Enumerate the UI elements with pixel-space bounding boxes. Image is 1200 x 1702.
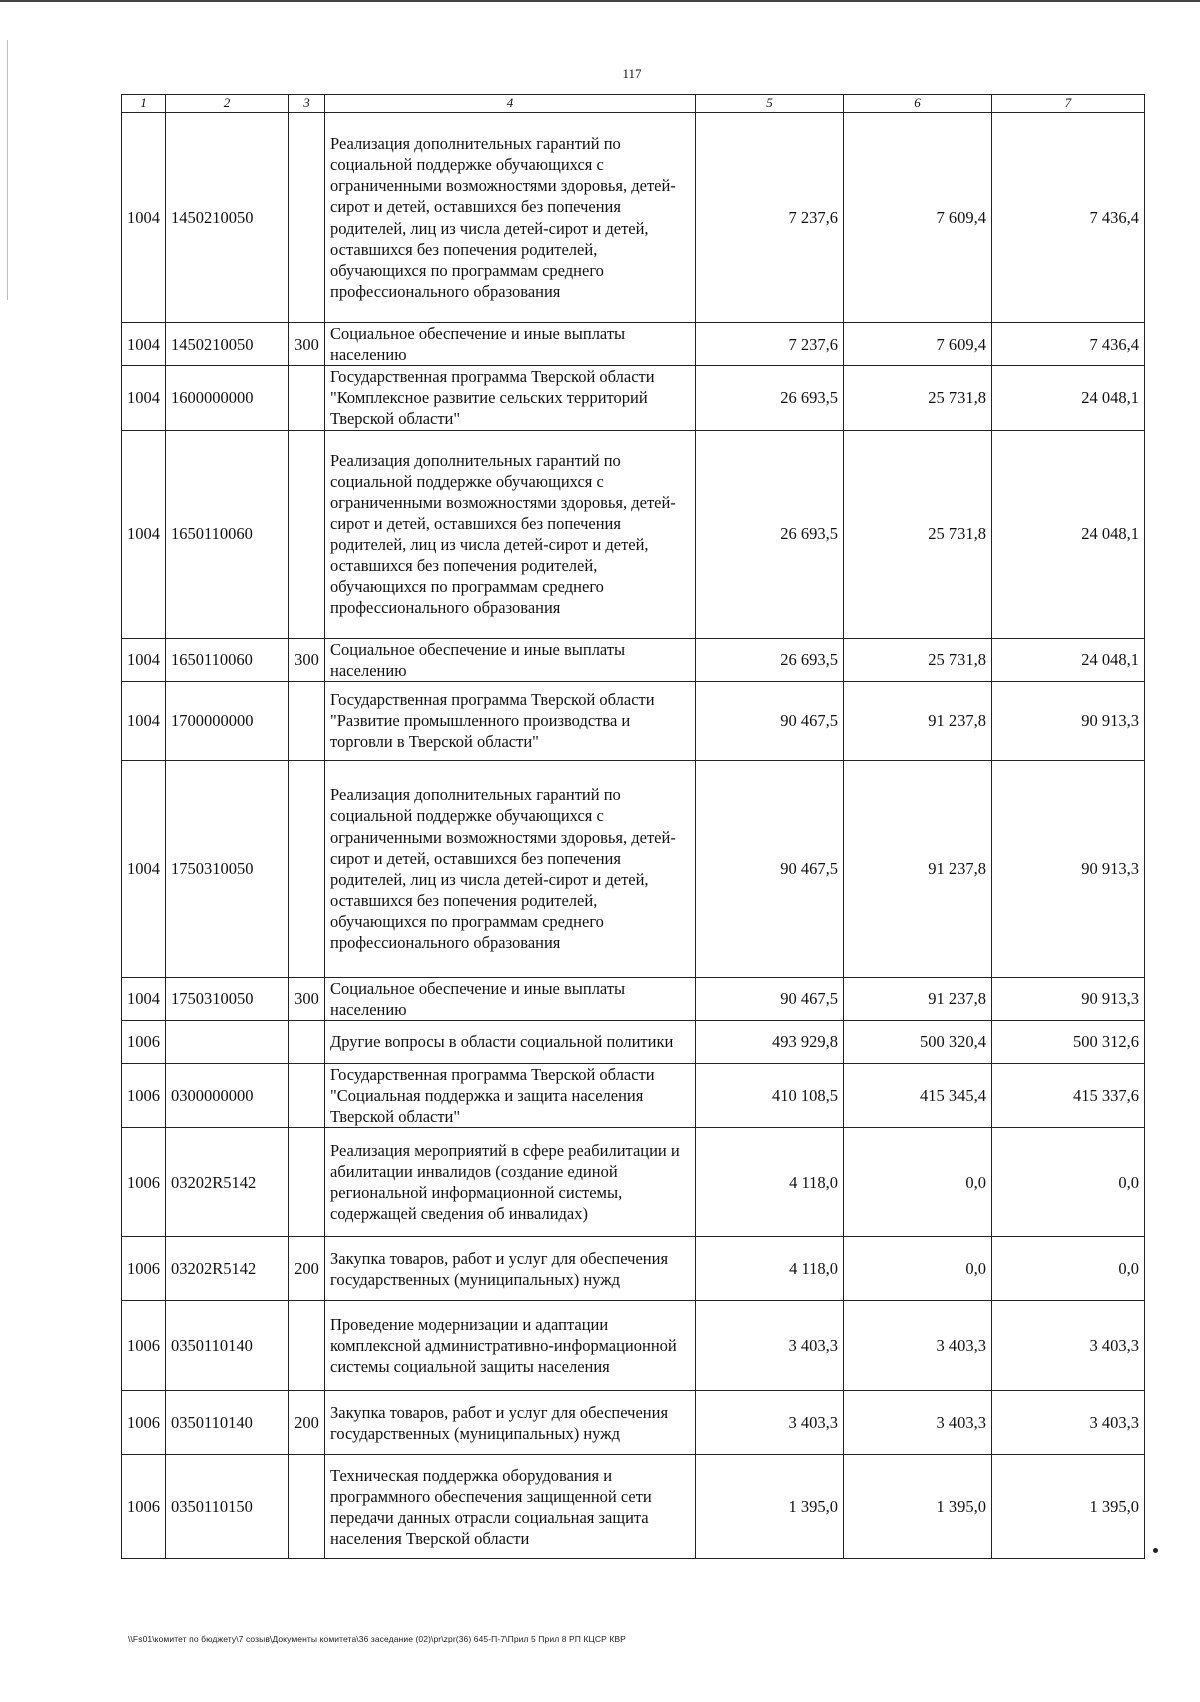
budget-table [121,94,1145,1559]
amount-col-6-cell: 0,0 [844,1128,992,1237]
target-article-cell: 0350110140 [166,1391,289,1455]
description-cell: Государственная программа Тверской области "Социальная поддержка и защита населения Тверской области" [325,1063,696,1127]
scan-top-edge [0,0,1200,2]
section-code-cell: 1004 [122,323,166,366]
target-article-cell: 1700000000 [166,681,289,760]
header-row [122,95,1145,113]
target-article-cell: 1450210050 [166,113,289,323]
amount-col-5-cell: 90 467,5 [696,681,844,760]
target-article-cell: 03202R5142 [166,1237,289,1301]
section-code-cell: 1004 [122,366,166,430]
section-code-cell: 1006 [122,1237,166,1301]
expense-type-cell [289,113,325,323]
section-code-cell: 1006 [122,1455,166,1559]
section-code-cell: 1006 [122,1391,166,1455]
amount-col-5-cell: 26 693,5 [696,430,844,638]
section-code-cell: 1006 [122,1020,166,1063]
amount-col-7-cell: 90 913,3 [992,760,1145,977]
amount-col-6-cell: 25 731,8 [844,638,992,681]
amount-col-6-cell: 91 237,8 [844,681,992,760]
amount-col-6-cell: 7 609,4 [844,113,992,323]
target-article-cell: 1750310050 [166,760,289,977]
amount-col-5-cell: 4 118,0 [696,1128,844,1237]
table-row [122,1128,1145,1237]
amount-col-7-cell: 3 403,3 [992,1391,1145,1455]
description-cell: Социальное обеспечение и иные выплаты населению [325,323,696,366]
header-col-7: 7 [992,95,1145,113]
table-row [122,323,1145,366]
amount-col-5-cell: 7 237,6 [696,113,844,323]
section-code-cell: 1004 [122,760,166,977]
amount-col-6-cell: 25 731,8 [844,430,992,638]
amount-col-6-cell: 91 237,8 [844,760,992,977]
amount-col-5-cell: 26 693,5 [696,638,844,681]
target-article-cell: 0350110150 [166,1455,289,1559]
table-row [122,1391,1145,1455]
amount-col-7-cell: 7 436,4 [992,113,1145,323]
amount-col-5-cell: 3 403,3 [696,1301,844,1391]
target-article-cell: 0350110140 [166,1301,289,1391]
expense-type-cell: 300 [289,323,325,366]
target-article-cell: 1600000000 [166,366,289,430]
expense-type-cell: 200 [289,1237,325,1301]
description-cell: Закупка товаров, работ и услуг для обеспечения государственных (муниципальных) нужд [325,1391,696,1455]
description-cell: Реализация дополнительных гарантий по социальной поддержке обучающихся с ограниченными возможностями здоровья, детей-сирот и детей, оставшихся без попечения родителей, лиц из числа детей-сирот и детей, оставшихся без попечения родителей, обучающихся по программам среднего профессионального образования [325,113,696,323]
amount-col-7-cell: 24 048,1 [992,638,1145,681]
amount-col-5-cell: 90 467,5 [696,977,844,1020]
amount-col-6-cell: 91 237,8 [844,977,992,1020]
expense-type-cell: 300 [289,977,325,1020]
description-cell: Закупка товаров, работ и услуг для обеспечения государственных (муниципальных) нужд [325,1237,696,1301]
section-code-cell: 1006 [122,1063,166,1127]
amount-col-7-cell: 0,0 [992,1128,1145,1237]
table-row [122,977,1145,1020]
amount-col-5-cell: 90 467,5 [696,760,844,977]
amount-col-7-cell: 24 048,1 [992,366,1145,430]
expense-type-cell [289,681,325,760]
amount-col-6-cell: 1 395,0 [844,1455,992,1559]
description-cell: Техническая поддержка оборудования и программного обеспечения защищенной сети передачи данных отрасли социальная защита населения Тверской области [325,1455,696,1559]
table-row [122,430,1145,638]
footer-file-path: \\Fs01\комитет по бюджету\7 созыв\Документы комитета\36 заседание (02)\pr\zpr(36) 645-П-7\Прил 5 Прил 8 РП КЦСР КВР [128,1634,626,1644]
description-cell: Другие вопросы в области социальной политики [325,1020,696,1063]
scan-dot [1153,1548,1158,1553]
amount-col-7-cell: 1 395,0 [992,1455,1145,1559]
table-row [122,1063,1145,1127]
amount-col-7-cell: 7 436,4 [992,323,1145,366]
expense-type-cell [289,1128,325,1237]
table-row [122,638,1145,681]
expense-type-cell [289,1063,325,1127]
header-col-4: 4 [325,95,696,113]
amount-col-7-cell: 90 913,3 [992,681,1145,760]
amount-col-7-cell: 415 337,6 [992,1063,1145,1127]
expense-type-cell [289,1020,325,1063]
expense-type-cell [289,760,325,977]
header-col-3: 3 [289,95,325,113]
table-row [122,1301,1145,1391]
amount-col-5-cell: 410 108,5 [696,1063,844,1127]
table-row [122,1020,1145,1063]
table-row [122,366,1145,430]
header-col-5: 5 [696,95,844,113]
section-code-cell: 1004 [122,638,166,681]
section-code-cell: 1006 [122,1301,166,1391]
amount-col-7-cell: 90 913,3 [992,977,1145,1020]
amount-col-5-cell: 7 237,6 [696,323,844,366]
amount-col-6-cell: 0,0 [844,1237,992,1301]
description-cell: Государственная программа Тверской области "Комплексное развитие сельских территорий Тверской области" [325,366,696,430]
expense-type-cell: 300 [289,638,325,681]
amount-col-5-cell: 1 395,0 [696,1455,844,1559]
target-article-cell: 0300000000 [166,1063,289,1127]
amount-col-6-cell: 500 320,4 [844,1020,992,1063]
amount-col-6-cell: 7 609,4 [844,323,992,366]
table-row [122,1237,1145,1301]
section-code-cell: 1004 [122,977,166,1020]
description-cell: Реализация мероприятий в сфере реабилитации и абилитации инвалидов (создание единой региональной информационной системы, содержащей сведения об инвалидах) [325,1128,696,1237]
header-col-2: 2 [166,95,289,113]
amount-col-6-cell: 25 731,8 [844,366,992,430]
description-cell: Социальное обеспечение и иные выплаты населению [325,977,696,1020]
section-code-cell: 1004 [122,430,166,638]
description-cell: Реализация дополнительных гарантий по социальной поддержке обучающихся с ограниченными возможностями здоровья, детей-сирот и детей, оставшихся без попечения родителей, лиц из числа детей-сирот и детей, оставшихся без попечения родителей, обучающихся по программам среднего профессионального образования [325,430,696,638]
description-cell: Социальное обеспечение и иные выплаты населению [325,638,696,681]
expense-type-cell [289,366,325,430]
amount-col-6-cell: 3 403,3 [844,1301,992,1391]
amount-col-6-cell: 415 345,4 [844,1063,992,1127]
table-row [122,1455,1145,1559]
target-article-cell: 1450210050 [166,323,289,366]
expense-type-cell [289,1455,325,1559]
header-col-6: 6 [844,95,992,113]
section-code-cell: 1006 [122,1128,166,1237]
target-article-cell: 1650110060 [166,430,289,638]
amount-col-5-cell: 4 118,0 [696,1237,844,1301]
amount-col-7-cell: 3 403,3 [992,1301,1145,1391]
table-row [122,113,1145,323]
target-article-cell: 1750310050 [166,977,289,1020]
expense-type-cell [289,430,325,638]
amount-col-5-cell: 26 693,5 [696,366,844,430]
page-number: 117 [622,66,642,81]
expense-type-cell: 200 [289,1391,325,1455]
description-cell: Проведение модернизации и адаптации комплексной административно-информационной системы социальной защиты населения [325,1301,696,1391]
amount-col-5-cell: 493 929,8 [696,1020,844,1063]
target-article-cell [166,1020,289,1063]
amount-col-5-cell: 3 403,3 [696,1391,844,1455]
amount-col-7-cell: 24 048,1 [992,430,1145,638]
table-row [122,760,1145,977]
header-col-1: 1 [122,95,166,113]
target-article-cell: 03202R5142 [166,1128,289,1237]
description-cell: Государственная программа Тверской области "Развитие промышленного производства и торговли в Тверской области" [325,681,696,760]
target-article-cell: 1650110060 [166,638,289,681]
amount-col-6-cell: 3 403,3 [844,1391,992,1455]
description-cell: Реализация дополнительных гарантий по социальной поддержке обучающихся с ограниченными возможностями здоровья, детей-сирот и детей, оставшихся без попечения родителей, лиц из числа детей-сирот и детей, оставшихся без попечения родителей, обучающихся по программам среднего профессионального образования [325,760,696,977]
amount-col-7-cell: 0,0 [992,1237,1145,1301]
amount-col-7-cell: 500 312,6 [992,1020,1145,1063]
table-row [122,681,1145,760]
expense-type-cell [289,1301,325,1391]
section-code-cell: 1004 [122,681,166,760]
section-code-cell: 1004 [122,113,166,323]
